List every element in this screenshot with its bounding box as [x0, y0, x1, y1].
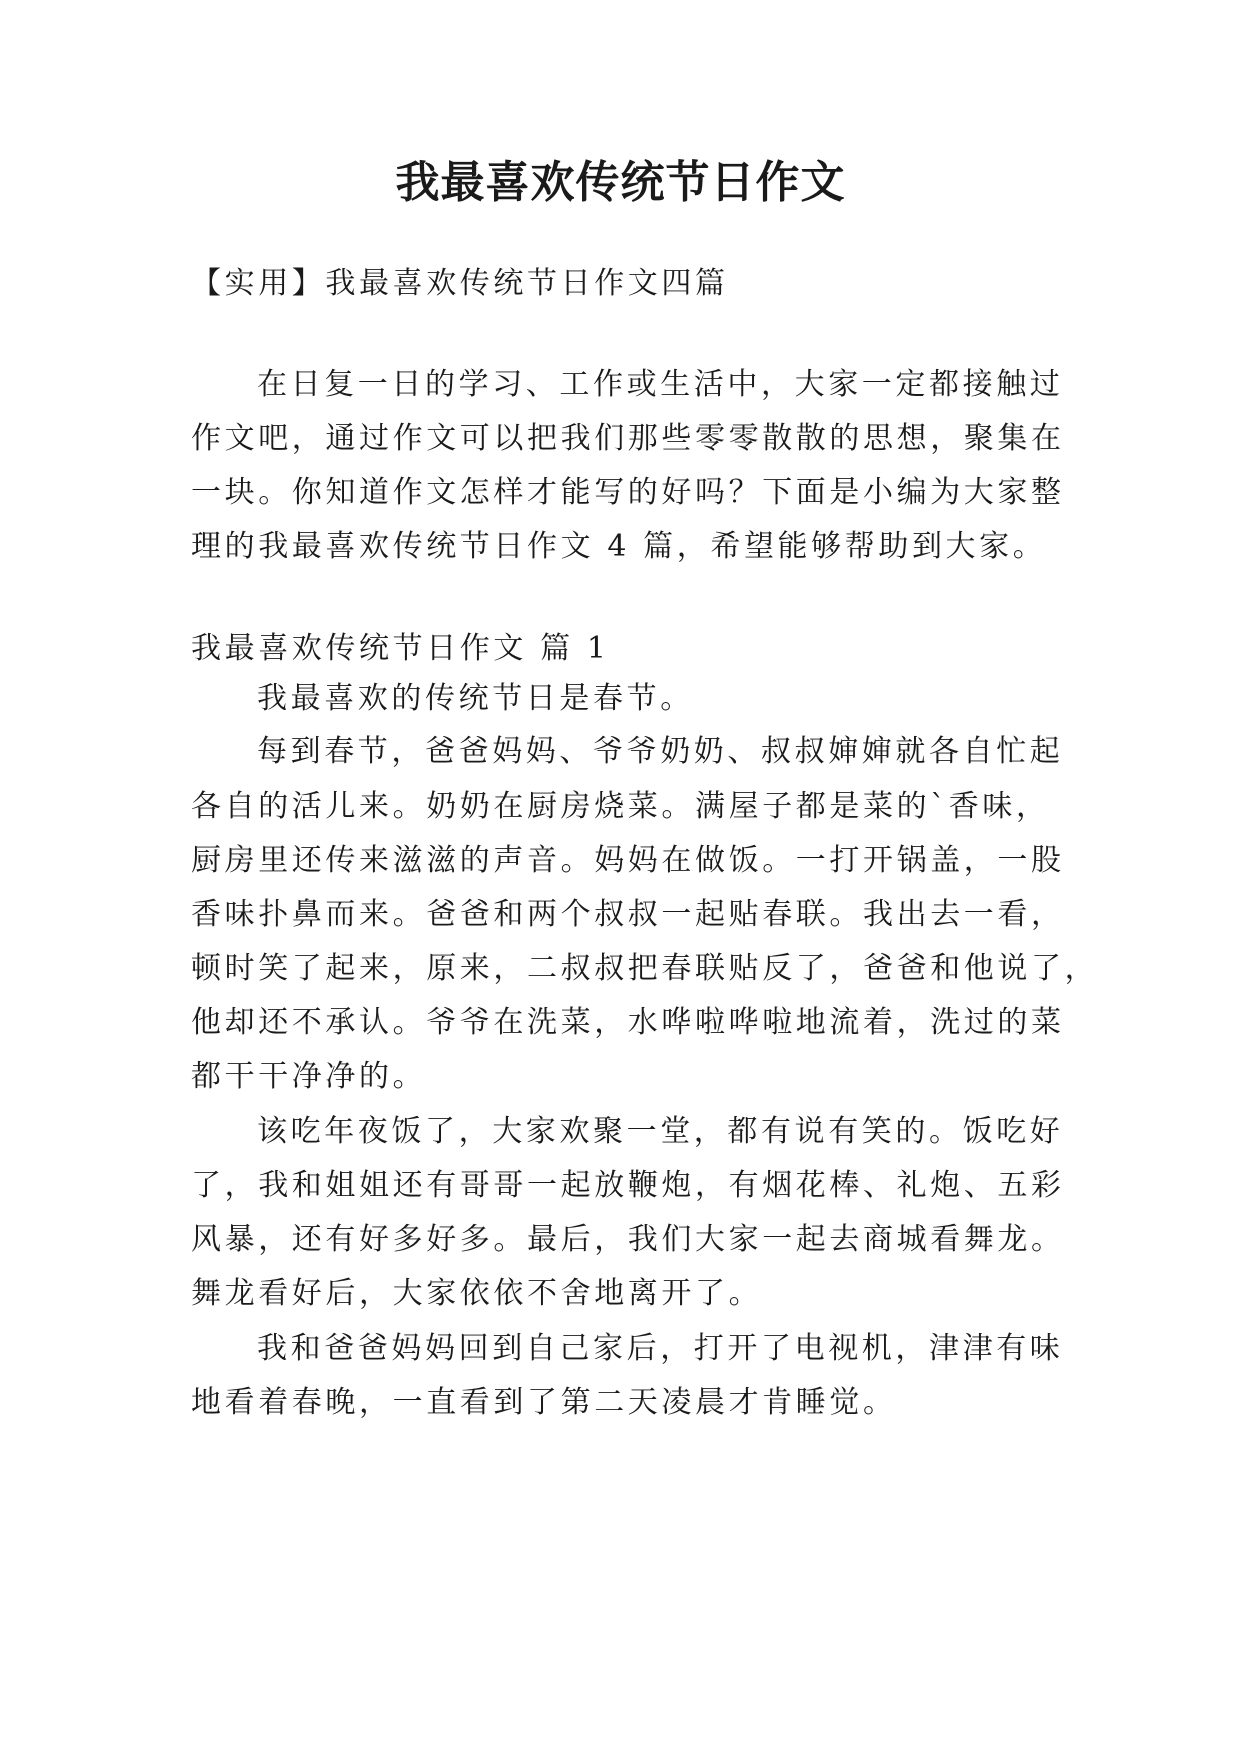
paragraph-line: 地看着春晚，一直看到了第二天凌晨才肯睡觉。 — [191, 1385, 897, 1420]
paragraph-line: 各自的活儿来。奶奶在厨房烧菜。满屋子都是菜的`香味， — [191, 789, 1050, 824]
section-heading: 我最喜欢传统节日作文 篇 1 — [191, 631, 610, 666]
paragraph-line: 作文吧，通过作文可以把我们那些零零散散的思想，聚集在 — [191, 421, 1065, 456]
paragraph-line: 理的我最喜欢传统节日作文 4 篇，希望能够帮助到大家。 — [191, 529, 1047, 564]
paragraph-line: 我最喜欢的传统节日是春节。 — [257, 681, 694, 716]
document-title: 我最喜欢传统节日作文 — [395, 157, 846, 208]
paragraph-line: 在日复一日的学习、工作或生活中，大家一定都接触过 — [257, 367, 1064, 402]
document-subtitle: 【实用】我最喜欢传统节日作文四篇 — [191, 266, 729, 301]
paragraph-line: 他却还不承认。爷爷在洗菜，水哗啦哗啦地流着，洗过的菜 — [191, 1005, 1065, 1040]
paragraph-line: 厨房里还传来滋滋的声音。妈妈在做饭。一打开锅盖，一股 — [191, 843, 1065, 878]
paragraph-line: 都干干净净的。 — [191, 1059, 427, 1094]
paragraph-line: 风暴，还有好多好多。最后，我们大家一起去商城看舞龙。 — [191, 1222, 1065, 1257]
paragraph-line: 香味扑鼻而来。爸爸和两个叔叔一起贴春联。我出去一看， — [191, 897, 1065, 932]
paragraph-line: 了，我和姐姐还有哥哥一起放鞭炮，有烟花棒、礼炮、五彩 — [191, 1168, 1065, 1203]
paragraph-line: 每到春节，爸爸妈妈、爷爷奶奶、叔叔婶婶就各自忙起 — [257, 734, 1064, 769]
paragraph-line: 我和爸爸妈妈回到自己家后，打开了电视机，津津有味 — [257, 1331, 1064, 1366]
paragraph-line: 一块。你知道作文怎样才能写的好吗？下面是小编为大家整 — [191, 475, 1065, 510]
paragraph-line: 顿时笑了起来，原来，二叔叔把春联贴反了，爸爸和他说了， — [191, 951, 1099, 986]
paragraph-line: 该吃年夜饭了，大家欢聚一堂，都有说有笑的。饭吃好 — [257, 1114, 1064, 1149]
paragraph-line: 舞龙看好后，大家依依不舍地离开了。 — [191, 1276, 763, 1311]
